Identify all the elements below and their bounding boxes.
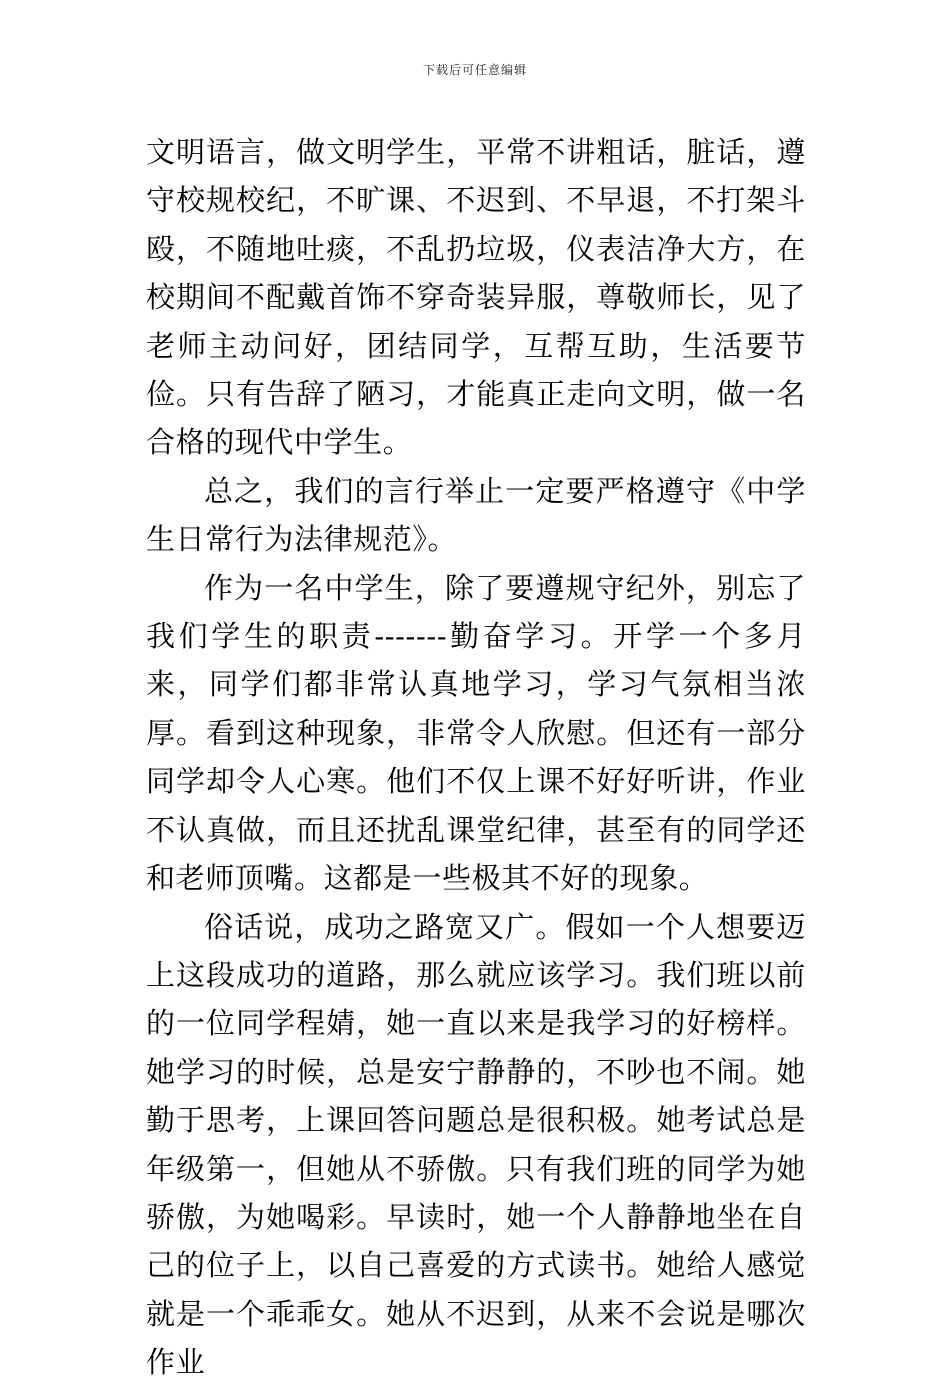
page-header: 下载后可任意编辑 bbox=[422, 63, 527, 77]
paragraph-2: 总之，我们的言行举止一定要严格遵守《中学生日常行为法律规范》。 bbox=[146, 473, 806, 557]
document-body bbox=[146, 128, 806, 1387]
paragraph-1: 文明语言，做文明学生，平常不讲粗话，脏话，遵守校规校纪，不旷课、不迟到、不早退，不打架斗殴，不随地吐痰，不乱扔垃圾，仪表洁净大方，在校期间不配戴首饰不穿奇装异服，尊敬师长，见了老师主动问好，团结同学，互帮互助，生活要节俭。只有告辞了陋习，才能真正走向文明，做一名合格的现代中学生。 bbox=[146, 135, 806, 460]
paragraph-4: 俗话说，成功之路宽又广。假如一个人想要迈上这段成功的道路，那么就应该学习。我们班以前的一位同学程婧，她一直以来是我学习的好榜样。她学习的时候，总是安宁静静的，不吵也不闹。她勤于思考，上课回答问题总是很积极。她考试总是年级第一，但她从不骄傲。只有我们班的同学为她骄傲，为她喝彩。早读时，她一个人静静地坐在自己的位子上，以自己喜爱的方式读书。她给人感觉就是一个乖乖女。她从不迟到，从来不会说是哪次作业 bbox=[146, 909, 806, 1380]
paragraph-3: 作为一名中学生，除了要遵规守纪外，别忘了我们学生的职责-------勤奋学习。开学一个多月来，同学们都非常认真地学习，学习气氛相当浓厚。看到这种现象，非常令人欣慰。但还有一部分同学却令人心寒。他们不仅上课不好好听讲，作业不认真做，而且还扰乱课堂纪律，甚至有的同学还和老师顶嘴。这都是一些极其不好的现象。 bbox=[146, 570, 806, 896]
